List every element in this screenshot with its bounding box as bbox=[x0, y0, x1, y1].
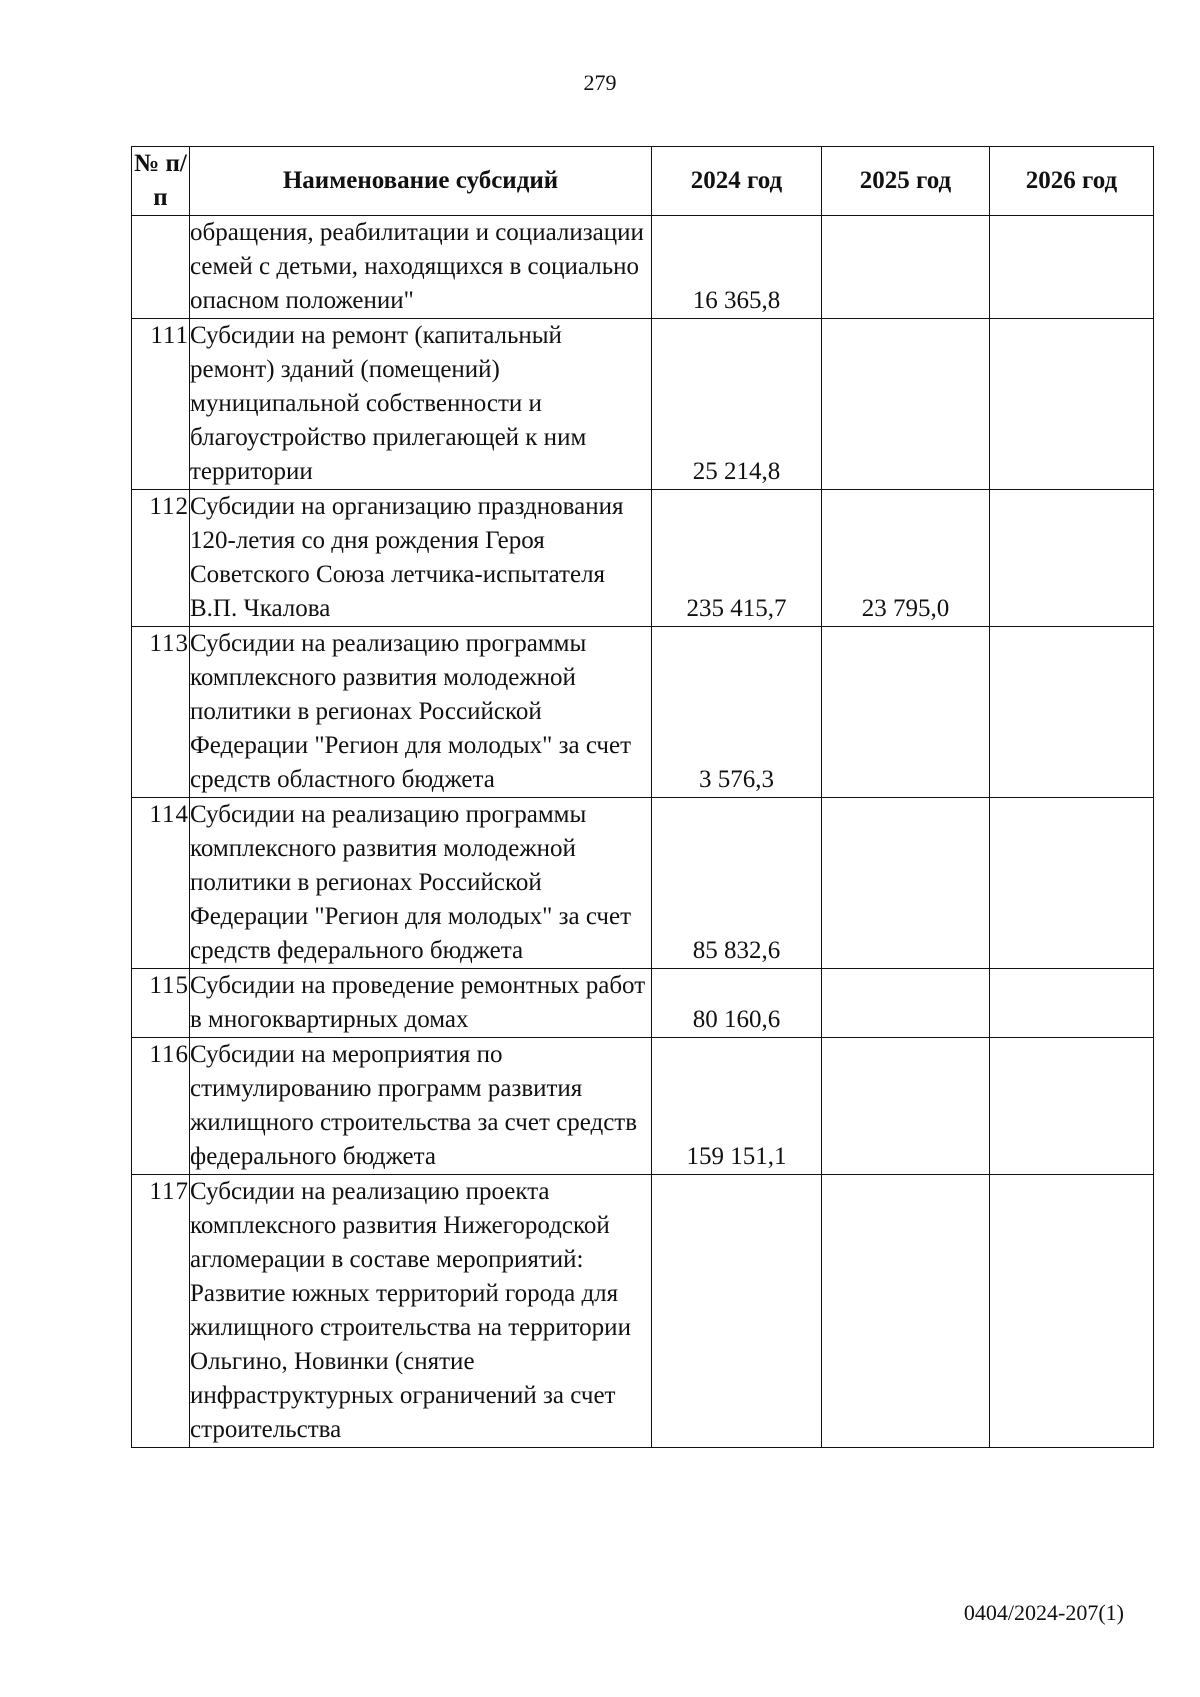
value-2025 bbox=[822, 1038, 990, 1175]
header-name: Наименование субсидий bbox=[190, 147, 652, 216]
row-number: 115 bbox=[132, 969, 190, 1038]
value-2024: 3 576,3 bbox=[652, 627, 822, 798]
subsidy-name: Субсидии на ремонт (капитальный ремонт) зданий (помещений) муниципальной собственности и благоустройство прилегающей к ним территории bbox=[190, 319, 652, 490]
header-num: № п/п bbox=[132, 147, 190, 216]
value-2024: 159 151,1 bbox=[652, 1038, 822, 1175]
row-number bbox=[132, 216, 190, 319]
value-2024: 16 365,8 bbox=[652, 216, 822, 319]
row-number: 117 bbox=[132, 1175, 190, 1448]
subsidy-name: Субсидии на реализацию проекта комплексного развития Нижегородской агломерации в составе мероприятий: Развитие южных территорий города для жилищного строительства на территории Ольгино, Новинки (снятие инфраструктурных ограничений за счет строительства bbox=[190, 1175, 652, 1448]
header-2026: 2026 год bbox=[990, 147, 1154, 216]
value-2026 bbox=[990, 969, 1154, 1038]
subsidy-name: Субсидии на реализацию программы комплексного развития молодежной политики в регионах Российской Федерации "Регион для молодых" за счет средств областного бюджета bbox=[190, 627, 652, 798]
row-number: 112 bbox=[132, 490, 190, 627]
header-2025: 2025 год bbox=[822, 147, 990, 216]
value-2026 bbox=[990, 1038, 1154, 1175]
table-row bbox=[132, 798, 1154, 969]
value-2026 bbox=[990, 216, 1154, 319]
value-2026 bbox=[990, 798, 1154, 969]
table-row bbox=[132, 969, 1154, 1038]
header-2024: 2024 год bbox=[652, 147, 822, 216]
subsidy-name: Субсидии на организацию празднования 120-летия со дня рождения Героя Советского Союза летчика-испытателя В.П. Чкалова bbox=[190, 490, 652, 627]
value-2024: 80 160,6 bbox=[652, 969, 822, 1038]
value-2026 bbox=[990, 627, 1154, 798]
row-number: 116 bbox=[132, 1038, 190, 1175]
value-2024: 85 832,6 bbox=[652, 798, 822, 969]
table-row bbox=[132, 216, 1154, 319]
value-2025 bbox=[822, 627, 990, 798]
subsidy-name: Субсидии на проведение ремонтных работ в многоквартирных домах bbox=[190, 969, 652, 1038]
table-row bbox=[132, 627, 1154, 798]
table-row bbox=[132, 1038, 1154, 1175]
table-row bbox=[132, 490, 1154, 627]
subsidy-name: Субсидии на мероприятия по стимулированию программ развития жилищного строительства за счет средств федерального бюджета bbox=[190, 1038, 652, 1175]
subsidy-name: Субсидии на реализацию программы комплексного развития молодежной политики в регионах Российской Федерации "Регион для молодых" за счет средств федерального бюджета bbox=[190, 798, 652, 969]
document-code: 0404/2024-207(1) bbox=[963, 1600, 1124, 1625]
table-row bbox=[132, 1175, 1154, 1448]
value-2026 bbox=[990, 1175, 1154, 1448]
value-2025 bbox=[822, 319, 990, 490]
value-2025 bbox=[822, 1175, 990, 1448]
table-header-row bbox=[132, 147, 1154, 216]
table-row bbox=[132, 319, 1154, 490]
page-number: 279 bbox=[583, 70, 617, 95]
value-2026 bbox=[990, 319, 1154, 490]
value-2024 bbox=[652, 1175, 822, 1448]
value-2025 bbox=[822, 216, 990, 319]
value-2024: 235 415,7 bbox=[652, 490, 822, 627]
row-number: 113 bbox=[132, 627, 190, 798]
value-2025 bbox=[822, 969, 990, 1038]
subsidies-table bbox=[131, 146, 1154, 1448]
row-number: 111 bbox=[132, 319, 190, 490]
value-2026 bbox=[990, 490, 1154, 627]
value-2024: 25 214,8 bbox=[652, 319, 822, 490]
row-number: 114 bbox=[132, 798, 190, 969]
value-2025 bbox=[822, 798, 990, 969]
subsidy-name: обращения, реабилитации и социализации семей с детьми, находящихся в социально опасном положении" bbox=[190, 216, 652, 319]
value-2025: 23 795,0 bbox=[822, 490, 990, 627]
